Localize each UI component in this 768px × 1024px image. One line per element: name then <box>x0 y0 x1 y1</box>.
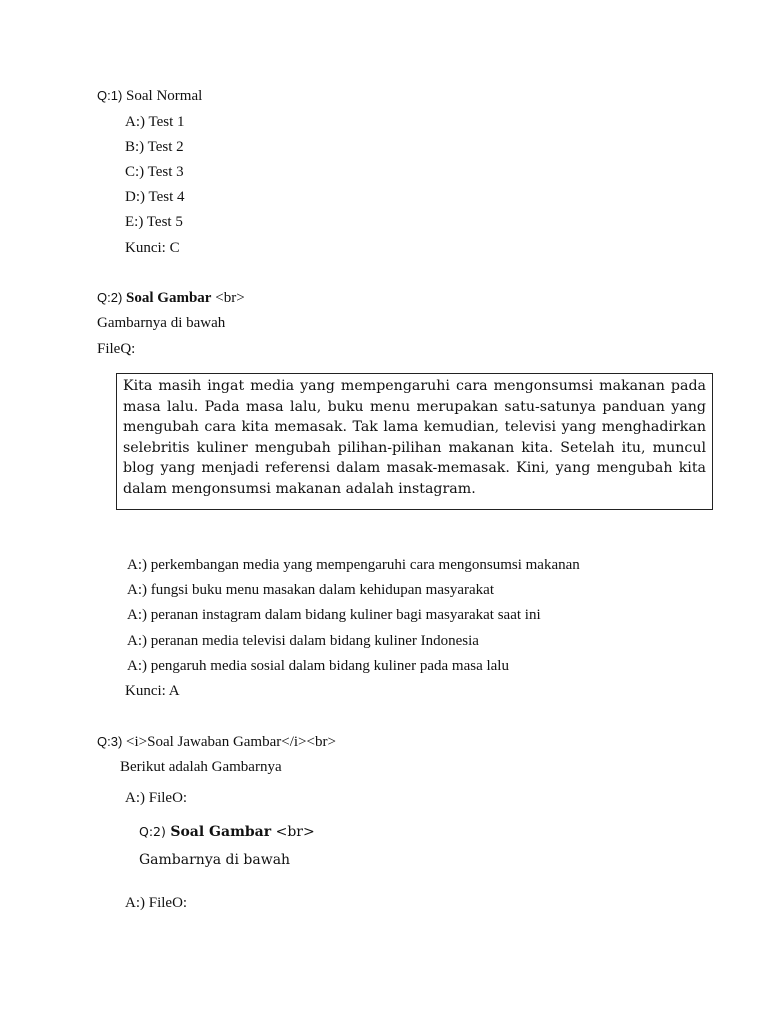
question-1-title: Soal Normal <box>126 88 203 104</box>
question-3-heading <box>97 733 336 751</box>
question-2-passage-image <box>116 373 713 510</box>
question-1-option-d: D:) Test 4 <box>125 189 185 205</box>
question-2-option-3: A:) peranan instagram dalam bidang kuliner bagi masyarakat saat ini <box>127 607 541 623</box>
question-1-key: Kunci: C <box>125 240 180 256</box>
question-3-option-a-2: A:) FileO: <box>125 895 188 911</box>
question-1-option-b: B:) Test 2 <box>125 139 184 155</box>
question-1-option-a: A:) Test 1 <box>125 114 185 130</box>
embedded-question-title-tag: <br> <box>275 824 315 840</box>
question-2-option-2: A:) fungsi buku menu masakan dalam kehidupan masyarakat <box>127 582 494 598</box>
question-2-key: Kunci: A <box>125 683 180 699</box>
question-2-title: Soal Gambar <box>126 290 212 306</box>
question-2-heading <box>97 289 245 307</box>
question-3-number: Q:3) <box>97 734 123 749</box>
question-2-passage-text: Kita masih ingat media yang mempengaruhi cara mengonsumsi makanan pada masa lalu. Pada masa lalu, buku menu merupakan satu-satunya panduan yang mengubah cara kita memasak. Tak lama kemudian, televisi yang menghadirkan selebritis kuliner mengubah pilihan-pilihan makanan kita. Setelah itu, muncul blog yang menjadi referensi dalam masak-memasak. Kini, yang mengubah kita dalam mengonsumsi makanan adalah instagram. <box>123 378 706 497</box>
question-3-embedded-subtitle: Gambarnya di bawah <box>139 852 291 868</box>
question-1-option-e: E:) Test 5 <box>125 214 183 230</box>
question-2-number: Q:2) <box>97 290 123 305</box>
question-3-embedded-heading <box>139 823 315 841</box>
question-3-option-a: A:) FileO: <box>125 790 188 806</box>
question-2-title-tag: <br> <box>215 290 245 306</box>
question-2-subtitle: Gambarnya di bawah <box>97 315 226 331</box>
embedded-question-number: Q:2) <box>139 824 166 839</box>
question-2-option-5: A:) pengaruh media sosial dalam bidang kuliner pada masa lalu <box>127 658 509 674</box>
question-2-option-4: A:) peranan media televisi dalam bidang kuliner Indonesia <box>127 633 479 649</box>
question-1-option-c: C:) Test 3 <box>125 164 184 180</box>
question-3-subtitle: Berikut adalah Gambarnya <box>120 759 282 775</box>
question-1-heading <box>97 87 202 105</box>
question-2-file-label: FileQ: <box>97 341 136 357</box>
question-1-number: Q:1) <box>97 88 123 103</box>
question-2-option-1: A:) perkembangan media yang mempengaruhi cara mengonsumsi makanan <box>127 557 580 573</box>
question-3-title: <i>Soal Jawaban Gambar</i><br> <box>126 734 336 750</box>
embedded-question-title: Soal Gambar <box>170 824 272 840</box>
